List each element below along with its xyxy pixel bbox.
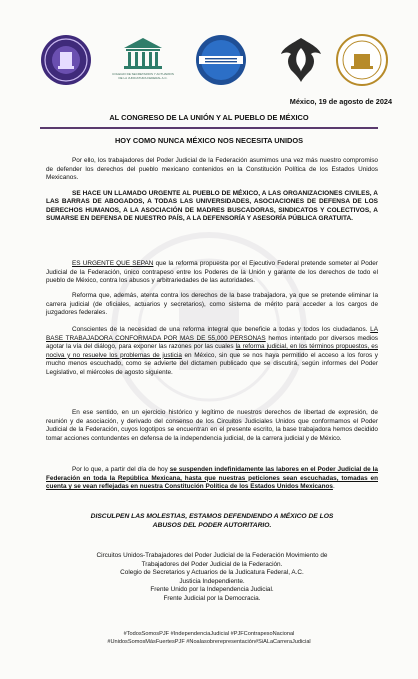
addressee-line: AL CONGRESO DE LA UNIÓN Y AL PUEBLO DE MÉXICO	[109, 113, 309, 122]
signer-line: Frente Unido por la Independencia Judicial.	[150, 586, 274, 594]
hashtags-block	[30, 631, 388, 646]
signer-line: Trabajadores del Poder Judicial de la Federación.	[141, 560, 283, 568]
hashtag-line: #TodosSomosPJF #IndependenciaJudicial #PJFContrapesoNacional	[123, 631, 295, 637]
paragraph-1-text: Por ello, los trabajadores del Poder Judicial de la Federación asumimos una vez más nuestro compromiso de defender los derechos del pueblo mexicano contenidos en la Constitución Política de los Estados Unidos Mexicanos.	[46, 157, 378, 182]
signer-line: Colegio de Secretarios y Actuarios de la Judicatura Federal, A.C.	[120, 569, 304, 577]
paragraph-5-e: en México, sin que se nos haya permitido el acceso a los foros y mucho menos escuchado, como se advierte del dictamen publicado que se discutirá, según informes del Poder Legislativo, el miércoles de agosto siguiente.	[46, 351, 378, 376]
paragraph-2-text: SE HACE UN LLAMADO URGENTE AL PUEBLO DE MÉXICO, A LAS ORGANIZACIONES CIVILES, A LAS BARRAS DE ABOGADOS, A TODAS LAS UNIVERSIDADES, ASOCIACIONES DE DEFENSA DE LOS DERECHOS HUMANOS, A LA ASOCIACIÓN DE MADRES BUSCADORAS, SINDICATOS Y COLECTIVOS, A SUMARSE EN DEFENSA DE NUESTRO PAÍS, A LA DEFENSORÍA Y ASESORÍA PÚBLICA GRATUITA.	[46, 190, 378, 223]
divider-rule	[40, 127, 378, 129]
paragraph-5-a: Conscientes de la necesidad de una reforma integral que beneficie a todas y todos los ciudadanos.	[72, 326, 371, 333]
closing-line-1: DISCULPEN LAS MOLESTIAS, ESTAMOS DEFENDIENDO A MÉXICO DE LOS	[90, 513, 334, 520]
paragraph-7-a: Por lo que, a partir del día de hoy	[72, 466, 170, 473]
paragraph-2-call	[46, 190, 378, 224]
paragraph-7-b: se suspenden indefinidamente las labores en el Poder Judicial de la Federación en toda la República Mexicana, hasta que nuestras peticiones sean escuchadas, tomadas en cuenta y se vean reflejadas en nuestra Constitución Política de los Estados Unidos Mexicanos	[46, 466, 378, 491]
paragraph-4	[46, 292, 378, 318]
paragraph-1	[46, 157, 378, 183]
paragraph-5-b: LA BASE TRABAJADORA CONFORMADA POR MAS DE 55,000 PERSONAS	[46, 326, 378, 342]
paragraph-3-lead: ES URGENTE QUE SEPAN	[72, 260, 154, 267]
signer-line: Frente Judicial por la Democracia.	[163, 594, 261, 602]
paragraph-6	[46, 409, 378, 443]
date-line: México, 19 de agosto de 2024	[289, 97, 392, 106]
paragraph-6-text: En ese sentido, en un ejercicio histórico y legítimo de nuestros derechos de libertad de expresión, de reunión y de asociación, y derivado del consenso de los Circuitos Judiciales Unidos que conformamos el Poder Judicial de la Federación, cuyos logotipos se encuentran en el presente escrito, la base trabajadora hemos decidido tomar acciones contundentes en defensa de la independencia judicial, de la carrera judicial y de México.	[46, 409, 378, 442]
justicia-independiente-logo	[195, 34, 247, 86]
paragraph-7-c: .	[332, 483, 335, 491]
logos-row	[22, 34, 398, 90]
colegio-secretarios-logo-text: COLEGIO DE SECRETARIOS Y ACTUARIOS DE LA JUDICATURA FEDERAL A.C.	[112, 72, 174, 80]
signer-line: Circuitos Unidos-Trabajadores del Poder Judicial de la Federación Movimiento de	[96, 552, 328, 559]
paragraph-3-rest: que la reforma propuesta por el Ejecutivo Federal pretende someter al Poder Judicial de la Federación, único contrapeso entre los Poderes de la Unión y garante de los derechos de todo el pueblo de México, contra los abusos y arbitrariedades de las autoridades.	[46, 260, 378, 285]
paragraph-5	[46, 326, 378, 378]
paragraph-3	[46, 260, 378, 286]
closing-line-2: ABUSOS DEL PODER AUTORITARIO.	[152, 521, 272, 529]
colegio-secretarios-logo	[112, 34, 174, 86]
paragraph-4-text: Reforma que, además, atenta contra los derechos de la base trabajadora, ya que se pretende eliminar la carrera judicial (de oficiales, actuarios y secretarios), como sistema de mérito para acceder a los cargos de juzgadores federales.	[46, 292, 378, 317]
document-heading: HOY COMO NUNCA MÉXICO NOS NECESITA UNIDOS	[114, 136, 304, 145]
paragraph-5-d: la reforma judicial, en los términos propuestos, es nociva y no resuelve los problemas de justicia	[46, 343, 378, 359]
paragraph-5-c: hemos intentado por diversos medios agotar la vía del diálogo, para exponer las razones por las cuales	[46, 334, 378, 351]
eagle-shield-logo	[275, 34, 327, 86]
signers-block	[46, 552, 378, 604]
paragraph-7	[46, 466, 378, 492]
frente-judicial-logo	[336, 34, 388, 86]
juzgadores-seal-logo	[40, 34, 92, 86]
signer-line: Justicia Independiente.	[179, 577, 245, 585]
hashtag-line: #UnidosSomosMásFuertesPJF #Noalasobrerepresentación#SiALaCarreraJudicial	[107, 638, 311, 645]
closing-apology	[46, 513, 378, 531]
